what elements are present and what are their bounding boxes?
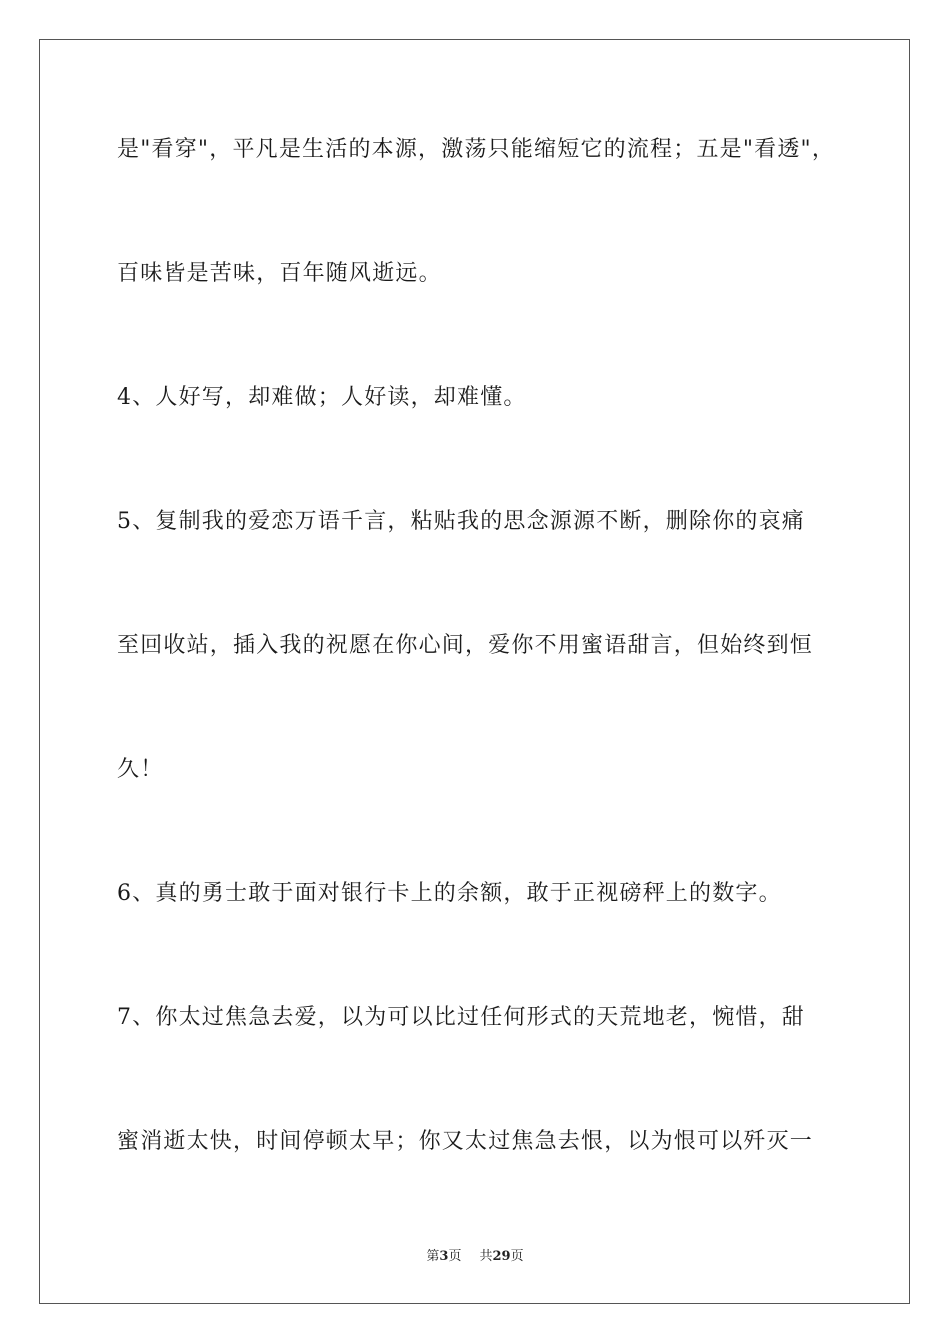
page-border [39,39,910,1304]
page-number: 3 [439,1249,449,1264]
text-line-9: 蜜消逝太快，时间停顿太早；你又太过焦急去恨，以为恨可以歼灭一 [117,1129,814,1154]
total-pages: 29 [492,1249,511,1264]
text-line-3: 4、人好写，却难做；人好读，却难懂。 [117,385,527,410]
page-prefix: 第 [426,1249,440,1264]
text-line-5: 至回收站，插入我的祝愿在你心间，爱你不用蜜语甜言，但始终到恒 [117,633,814,658]
text-line-1: 是"看穿"，平凡是生活的本源，激荡只能缩短它的流程；五是"看透"， [117,137,836,162]
text-line-2: 百味皆是苦味，百年随风逝远。 [117,261,442,286]
total-suffix: 页 [510,1249,524,1264]
total-prefix: 共 [479,1249,493,1264]
page-footer [0,1248,950,1266]
text-line-7: 6、真的勇士敢于面对银行卡上的余额，敢于正视磅秤上的数字。 [117,881,782,906]
page-suffix: 页 [448,1249,462,1264]
text-line-4: 5、复制我的爱恋万语千言，粘贴我的思念源源不断，删除你的哀痛 [117,509,805,534]
text-line-6: 久！ [117,757,164,782]
text-line-8: 7、你太过焦急去爱，以为可以比过任何形式的天荒地老，惋惜，甜 [117,1005,805,1030]
